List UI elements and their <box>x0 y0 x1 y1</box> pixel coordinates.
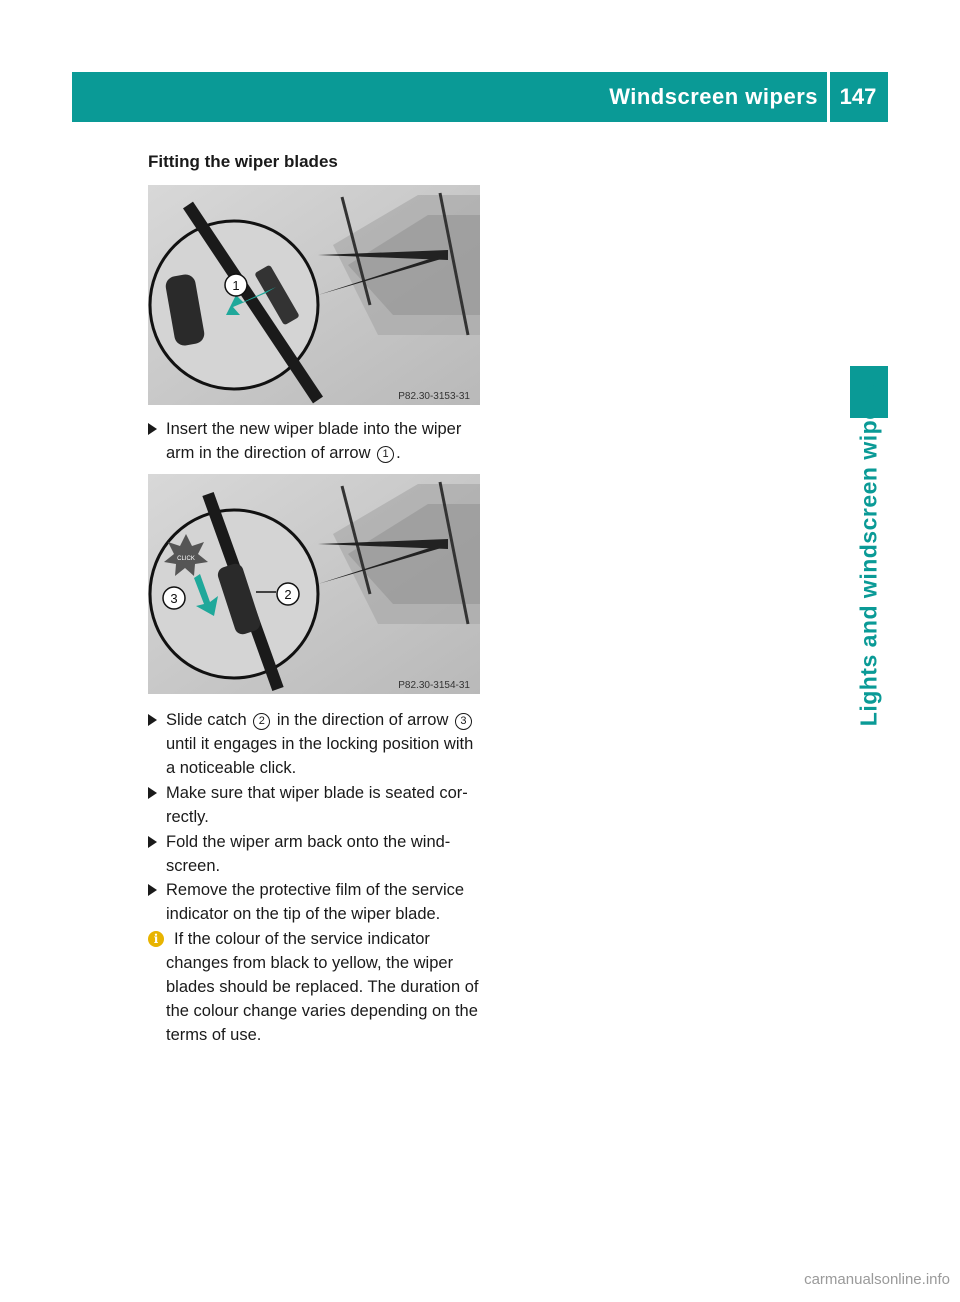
click-burst-label: CLICK <box>177 556 195 562</box>
step-arrow-icon <box>148 423 157 435</box>
figure-insert-blade <box>148 185 480 405</box>
watermark: carmanualsonline.info <box>804 1271 950 1288</box>
figure-1-illustration <box>148 185 480 405</box>
figure-2-code: P82.30-3154-31 <box>398 680 470 691</box>
step-5: Remove the protective film of the service indicator on the tip of the wiper blade. <box>148 878 484 926</box>
step-arrow-icon <box>148 836 157 848</box>
section-heading: Fitting the wiper blades <box>148 152 338 171</box>
info-icon: i <box>148 931 164 947</box>
step-2: Slide catch 2 in the direction of arrow 3 until it engages in the locking position with a noticeable click. <box>148 708 484 780</box>
side-tab-label: Lights and windscreen wipers <box>855 383 882 727</box>
figure-2-illustration <box>148 474 480 694</box>
step-4: Fold the wiper arm back onto the wind-screen. <box>148 830 484 878</box>
figure-1-code: P82.30-3153-31 <box>398 391 470 402</box>
page-number: 147 <box>839 84 877 109</box>
header-bar <box>72 72 888 122</box>
info-note <box>148 927 484 1047</box>
step-arrow-icon <box>148 884 157 896</box>
callout-1-ref: 1 <box>377 446 394 463</box>
step-1: Insert the new wiper blade into the wiper arm in the direction of arrow 1 . <box>148 417 484 465</box>
callout-2-ref: 2 <box>253 713 270 730</box>
step-arrow-icon <box>148 787 157 799</box>
header-divider <box>827 72 830 122</box>
svg-text:3: 3 <box>170 591 178 606</box>
header-title: Windscreen wipers <box>609 84 818 109</box>
step-3: Make sure that wiper blade is seated cor-rectly. <box>148 781 484 829</box>
callout-3-ref: 3 <box>455 713 472 730</box>
info-text: If the colour of the service indicator changes from black to yellow, the wiper blades should be replaced. The duration of the colour change varies depending on the terms of use. <box>166 930 479 1044</box>
step-arrow-icon <box>148 714 157 726</box>
figure-slide-catch <box>148 474 480 694</box>
svg-text:1: 1 <box>232 278 240 293</box>
svg-text:2: 2 <box>284 587 292 602</box>
